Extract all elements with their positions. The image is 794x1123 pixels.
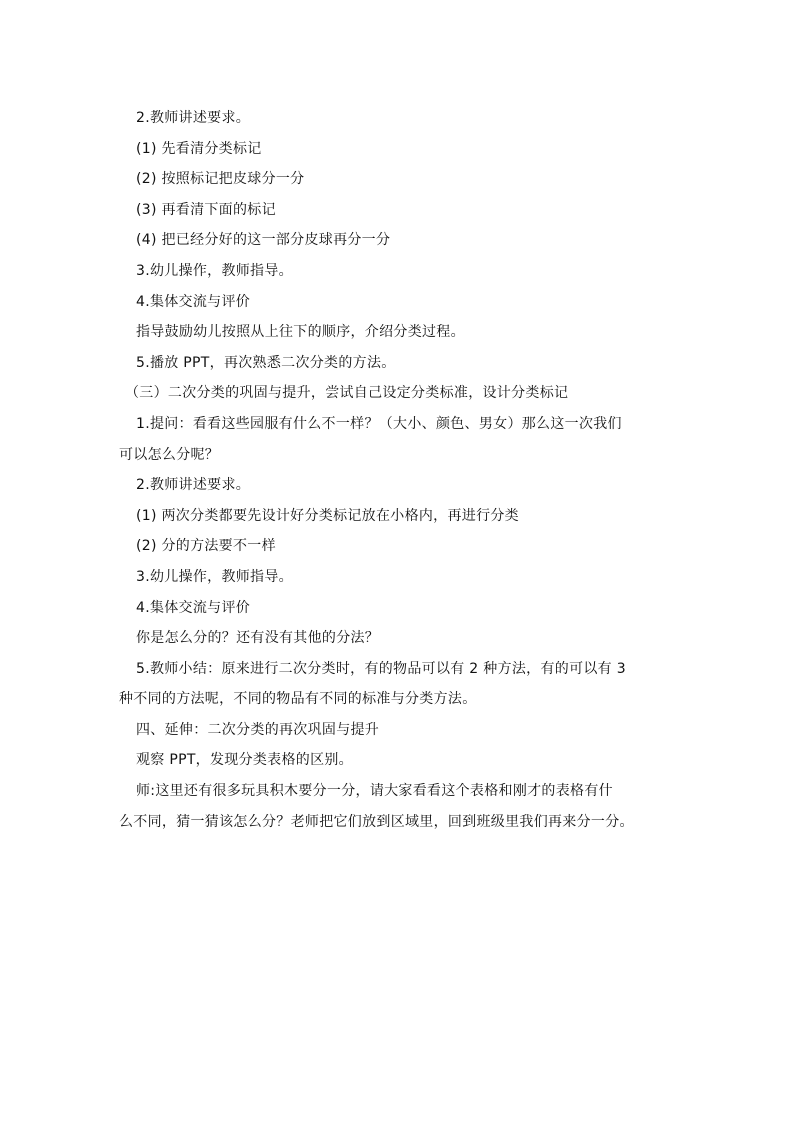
text-line: 5.播放 PPT，再次熟悉二次分类的方法。 <box>136 354 396 371</box>
text-line: (2) 分的方法要不一样 <box>136 538 276 555</box>
text-line: (3) 再看清下面的标记 <box>136 201 276 218</box>
text-line: 3.幼儿操作，教师指导。 <box>136 568 293 585</box>
text-line: 种不同的方法呢，不同的物品有不同的标准与分类方法。 <box>119 691 477 708</box>
text-line: 1.提问：看看这些园服有什么不一样？（大小、颜色、男女）那么这一次我们 <box>136 415 622 432</box>
text-line: (1) 两次分类都要先设计好分类标记放在小格内，再进行分类 <box>136 507 519 524</box>
text-line: 指导鼓励幼儿按照从上往下的顺序，介绍分类过程。 <box>136 324 465 341</box>
text-line: 么不同，猜一猜该怎么分？老师把它们放到区域里，回到班级里我们再来分一分。 <box>119 813 634 830</box>
text-line: 观察 PPT，发现分类表格的区别。 <box>136 752 353 769</box>
text-line: (2) 按照标记把皮球分一分 <box>136 171 305 188</box>
text-line: 3.幼儿操作，教师指导。 <box>136 262 293 279</box>
section-heading: （三）二次分类的巩固与提升，尝试自己设定分类标准，设计分类标记 <box>125 385 569 402</box>
text-line: 5.教师小结：原来进行二次分类时，有的物品可以有 2 种方法，有的可以有 3 <box>136 660 626 677</box>
text-line: (4) 把已经分好的这一部分皮球再分一分 <box>136 232 391 249</box>
text-line: 4.集体交流与评价 <box>136 599 251 616</box>
text-line: 可以怎么分呢？ <box>119 446 220 463</box>
section-heading: 四、延伸：二次分类的再次巩固与提升 <box>136 721 380 738</box>
document-body <box>119 103 675 837</box>
text-line: 你是怎么分的？还有没有其他的分法？ <box>136 630 380 647</box>
text-line: 4.集体交流与评价 <box>136 293 251 310</box>
text-line: (1) 先看清分类标记 <box>136 140 262 157</box>
text-line: 师:这里还有很多玩具积木要分一分，请大家看看这个表格和刚才的表格有什 <box>136 783 613 800</box>
text-line: 2.教师讲述要求。 <box>136 477 251 494</box>
text-line: 2.教师讲述要求。 <box>136 110 251 126</box>
